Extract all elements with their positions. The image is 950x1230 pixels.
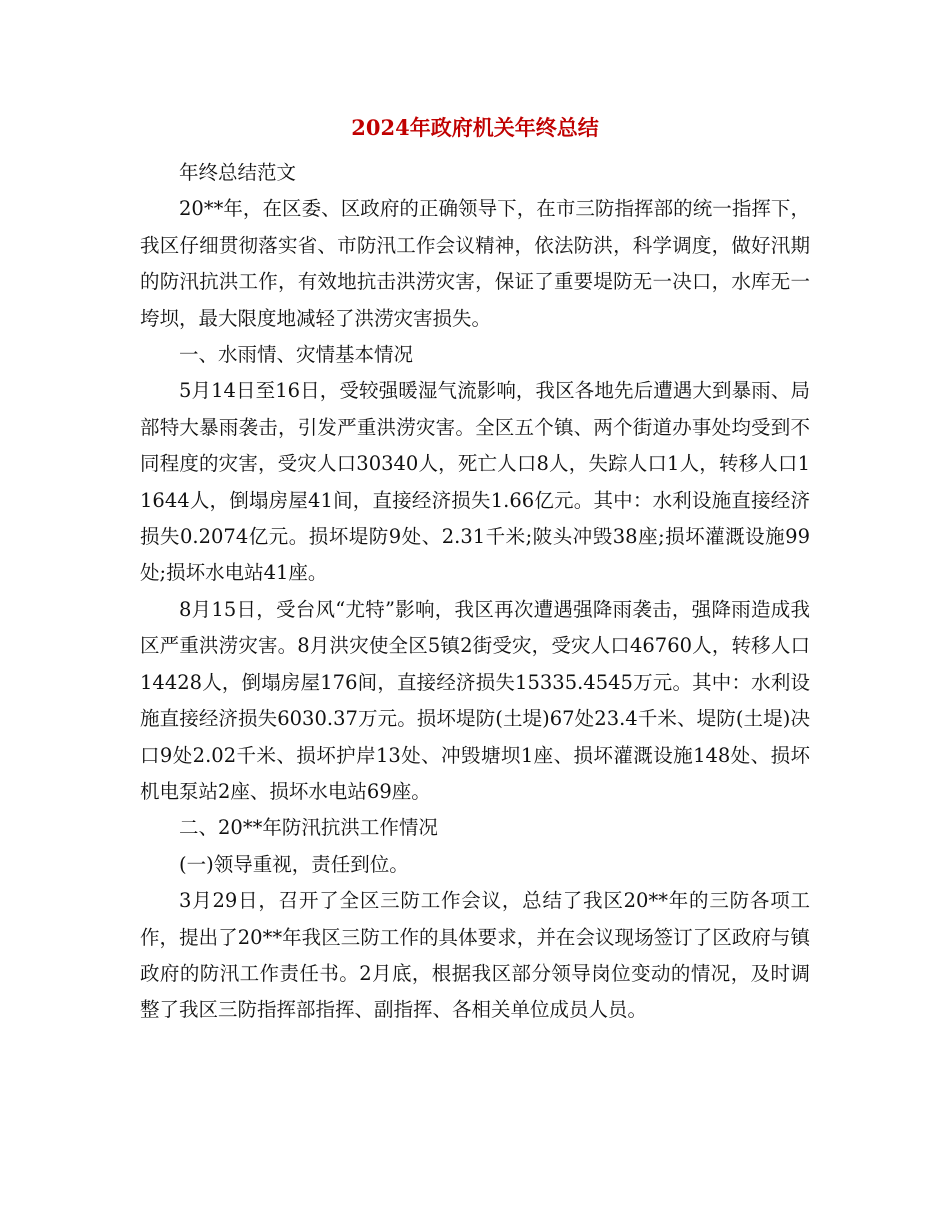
- section-heading-1: 一、水雨情、灾情基本情况: [179, 343, 414, 367]
- paragraph-intro: 20**年，在区委、区政府的正确领导下，在市三防指挥部的统一指挥下，我区仔细贯彻落实省、市防汛工作会议精神，依法防洪，科学调度，做好汛期的防汛抗洪工作，有效地抗击洪涝灾害，保证了重要堤防无一决口，水库无一垮坝，最大限度地减轻了洪涝灾害损失。: [140, 197, 810, 330]
- paragraph-may-flood: 5月14日至16日，受较强暖湿气流影响，我区各地先后遭遇大到暴雨、局部特大暴雨袭击，引发严重洪涝灾害。全区五个镇、两个街道办事处均受到不同程度的灾害，受灾人口30340人，死亡人口8人，失踪人口1人，转移人口11644人，倒塌房屋41间，直接经济损失1.66亿元。其中：水利设施直接经济损失0.2074亿元。损坏堤防9处、2.31千米;陂头冲毁38座;损坏灌溉设施99处;损坏水电站41座。: [140, 379, 810, 585]
- paragraph-august-flood: 8月15日，受台风“尤特”影响，我区再次遭遇强降雨袭击，强降雨造成我区严重洪涝灾害。8月洪灾使全区5镇2街受灾，受灾人口46760人，转移人口14428人，倒塌房屋176间，直接经济损失15335.4545万元。其中：水利设施直接经济损失6030.37万元。损坏堤防(土堤)67处23.4千米、堤防(土堤)决口9处2.02千米、损坏护岸13处、冲毁塘坝1座、损坏灌溉设施148处、损坏机电泵站2座、损坏水电站69座。: [140, 597, 810, 803]
- section-heading-2: 二、20**年防汛抗洪工作情况: [179, 816, 438, 840]
- paragraph-subtitle: 年终总结范文: [179, 161, 297, 184]
- document-body: [140, 155, 810, 1029]
- paragraph-meeting: 3月29日，召开了全区三防工作会议，总结了我区20**年的三防各项工作，提出了20**年我区三防工作的具体要求，并在会议现场签订了区政府与镇政府的防汛工作责任书。2月底，根据我区部分领导岗位变动的情况，及时调整了我区三防指挥部指挥、副指挥、各相关单位成员人员。: [140, 889, 810, 1022]
- subsection-heading-1: (一)领导重视，责任到位。: [179, 852, 409, 876]
- document-title: 2024年政府机关年终总结: [351, 115, 599, 140]
